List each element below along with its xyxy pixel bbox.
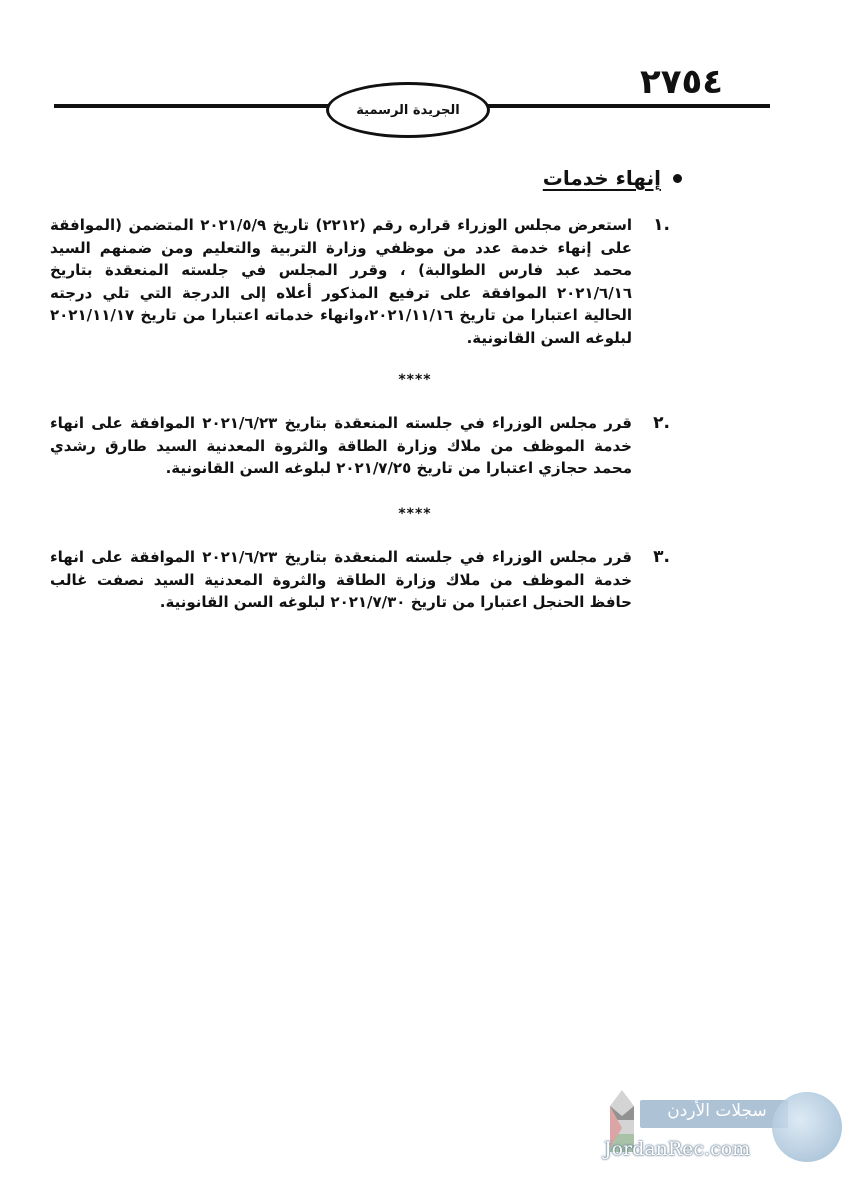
section-title-text: إنهاء خدمات [542,166,661,190]
list-item [50,546,670,614]
separator: **** [398,506,432,522]
watermark-latin: JordanRec.com [604,1138,751,1160]
gazette-label: الجريدة الرسمية [326,82,490,138]
bullet-icon [673,174,682,183]
page-number: ٢٧٥٤ [640,62,724,102]
item-number: .٣ [653,547,670,567]
item-text: قرر مجلس الوزراء في جلسته المنعقدة بتاريخ ٢٠٢١/٦/٢٣ الموافقة على انهاء خدمة الموظف من ملاك وزارة الطاقة والثروة المعدنية السيد طارق رشدي محمد حجازي اعتبارا من تاريخ ٢٠٢١/٧/٢٥ لبلوغه السن القانونية. [50,414,632,477]
section-title [543,166,682,190]
item-text: قرر مجلس الوزراء في جلسته المنعقدة بتاريخ ٢٠٢١/٦/٢٣ الموافقة على انهاء خدمة الموظف من ملاك وزارة الطاقة والثروة المعدنية السيد نصفت غالب حافظ الحنجل اعتبارا من تاريخ ٢٠٢١/٧/٣٠ لبلوغه السن القانونية. [50,548,632,611]
item-text: استعرض مجلس الوزراء قراره رقم (٢٢١٢) تاريخ ٢٠٢١/٥/٩ المتضمن (الموافقة على إنهاء خدمة عدد من موظفي وزارة التربية والتعليم ومن ضمنهم السيد محمد عبد فارس الطوالبة) ، وقرر المجلس في جلسته المنعقدة بتاريخ ٢٠٢١/٦/١٦ الموافقة على ترفيع المذكور أعلاه إلى الدرجة التي تلي درجته الحالية اعتبارا من تاريخ ٢٠٢١/١١/١٦،وانهاء خدماته اعتبارا من تاريخ ٢٠٢١/١١/١٧ لبلوغه السن القانونية. [50,216,633,347]
watermark-arabic: سجلات الأردن [667,1101,767,1121]
separator: **** [398,372,432,388]
item-number: .٢ [653,413,670,433]
watermark [600,1086,845,1184]
list-item [50,214,670,349]
item-number: .١ [653,215,670,235]
list-item [50,412,670,480]
